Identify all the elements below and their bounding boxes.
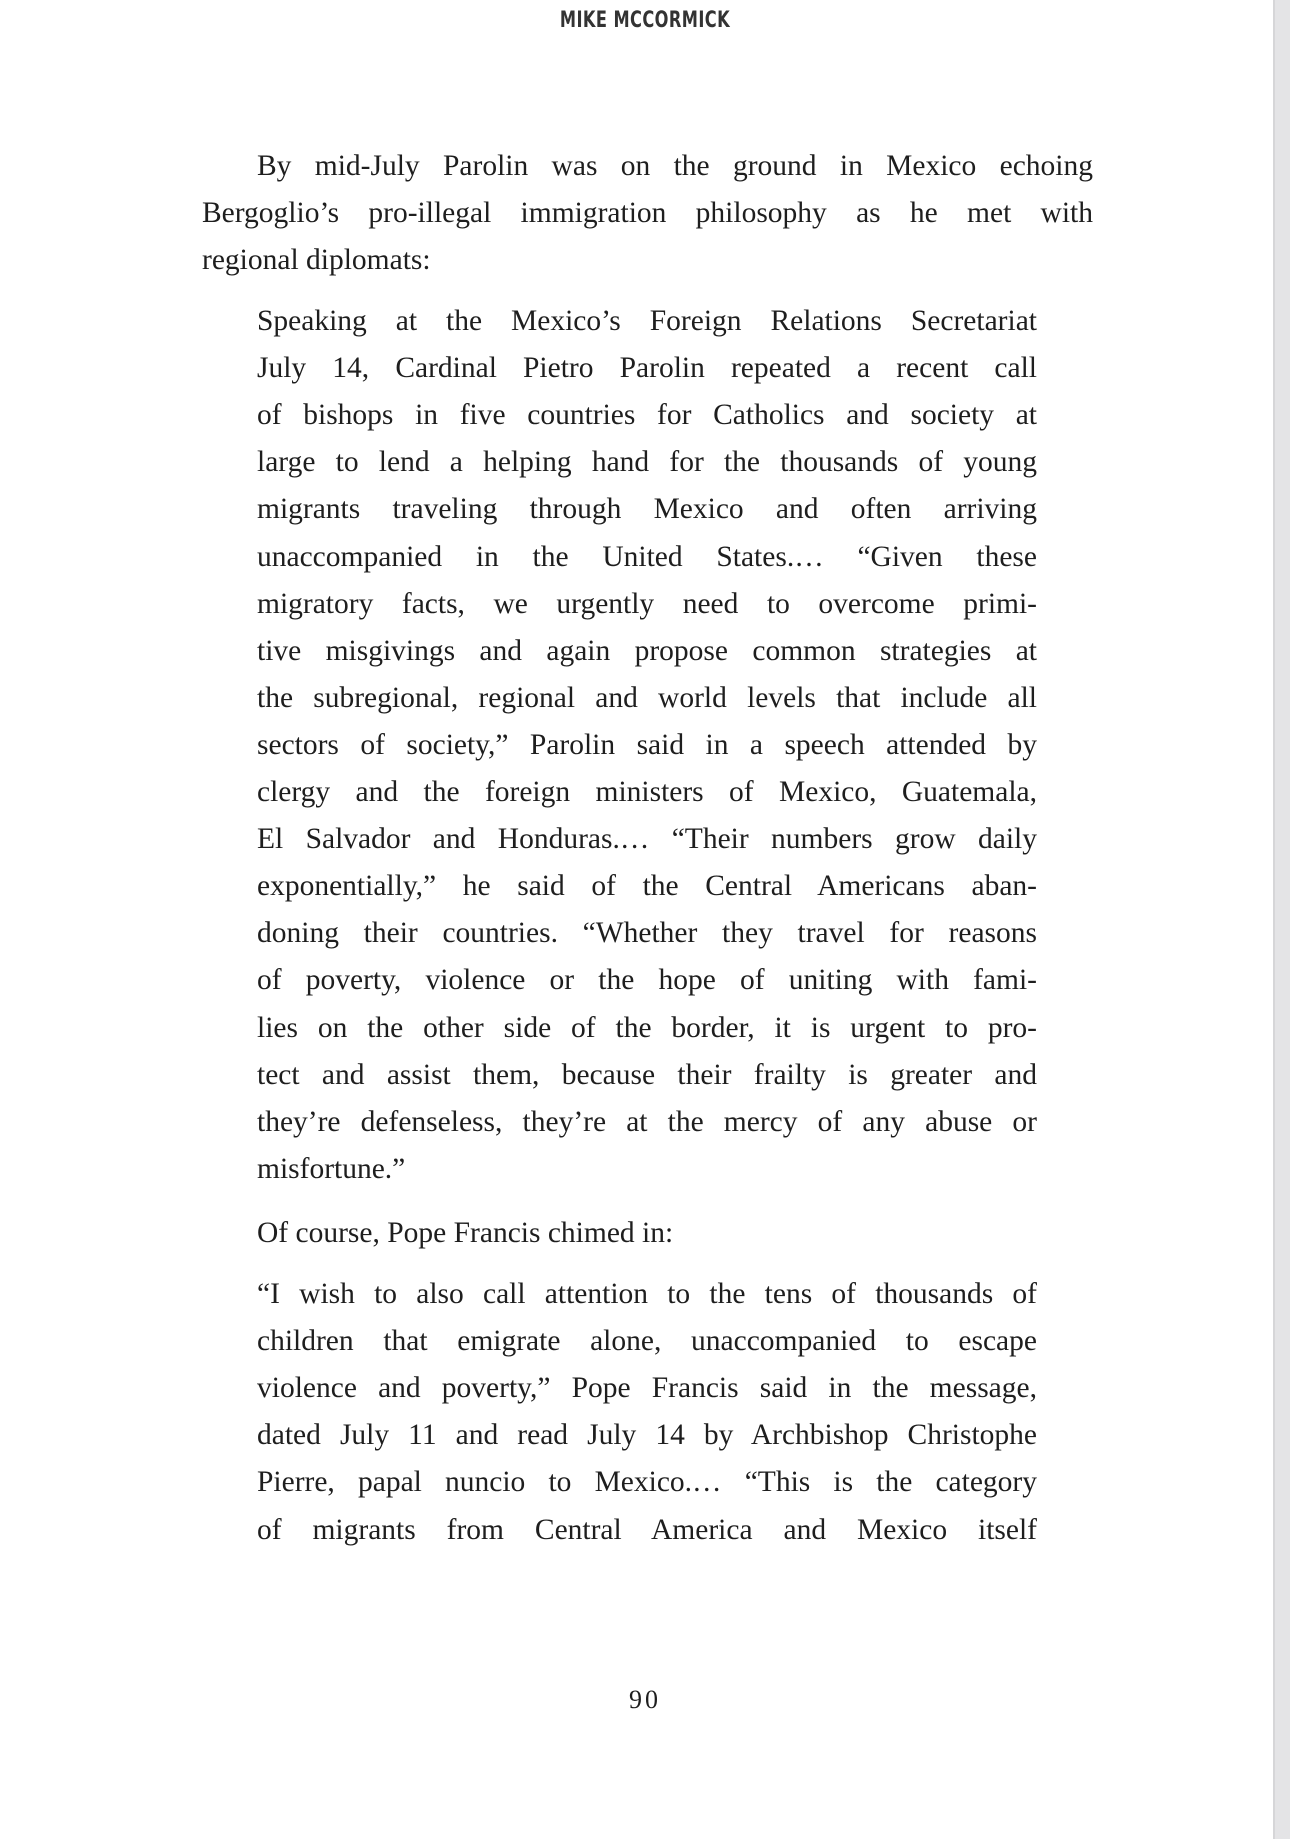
quote-1-line: large to lend a helping hand for the thousands of young <box>257 446 1037 479</box>
quote-2-line: violence and poverty,” Pope Francis said in the message, <box>257 1372 1037 1405</box>
quote-2-line: “I wish to also call attention to the tens of thousands of <box>257 1278 1037 1310</box>
quote-1-line: July 14, Cardinal Pietro Parolin repeated a recent call <box>257 352 1037 385</box>
paragraph-1-line: Bergoglio’s pro-illegal immigration philosophy as he met with <box>202 197 1093 229</box>
quote-1-line: they’re defenseless, they’re at the mercy of any abuse or <box>257 1105 1037 1138</box>
quote-1-line: Speaking at the Mexico’s Foreign Relations Secretariat <box>257 305 1037 337</box>
quote-1-line: lies on the other side of the border, it is urgent to pro- <box>257 1011 1037 1044</box>
quote-2-line: Pierre, papal nuncio to Mexico.… “This is the category <box>257 1466 1037 1499</box>
page-edge <box>1273 0 1290 1839</box>
quote-1-line: tive misgivings and again propose common strategies at <box>257 634 1037 667</box>
page-number: 90 <box>629 1685 661 1714</box>
quote-1-line: exponentially,” he said of the Central Americans aban- <box>257 870 1037 903</box>
quote-2-line: children that emigrate alone, unaccompanied to escape <box>257 1325 1037 1358</box>
quote-2-line: dated July 11 and read July 14 by Archbishop Christophe <box>257 1419 1037 1452</box>
quote-1-line: of bishops in five countries for Catholics and society at <box>257 399 1037 432</box>
quote-1-line: doning their countries. “Whether they travel for reasons <box>257 917 1037 950</box>
quote-1-line: migrants traveling through Mexico and often arriving <box>257 493 1037 526</box>
paragraph-2-line: Of course, Pope Francis chimed in: <box>257 1217 674 1249</box>
paragraph-1-line: By mid-July Parolin was on the ground in Mexico echoing <box>257 150 1093 182</box>
quote-1-line: sectors of society,” Parolin said in a speech attended by <box>257 728 1037 761</box>
quote-1-line: the subregional, regional and world levels that include all <box>257 681 1037 714</box>
paragraph-1-line: regional diplomats: <box>202 244 431 276</box>
quote-1-line: tect and assist them, because their frailty is greater and <box>257 1058 1037 1091</box>
quote-1-line: unaccompanied in the United States.… “Given these <box>257 540 1037 573</box>
quote-1-line: migratory facts, we urgently need to overcome primi- <box>257 587 1037 620</box>
quote-1-line: clergy and the foreign ministers of Mexico, Guatemala, <box>257 776 1037 808</box>
quote-1-line: misfortune.” <box>257 1152 406 1185</box>
quote-1-line: El Salvador and Honduras.… “Their numbers grow daily <box>257 823 1037 856</box>
quote-1-line: of poverty, violence or the hope of uniting with fami- <box>257 964 1037 997</box>
quote-2-line: of migrants from Central America and Mexico itself <box>257 1513 1037 1546</box>
running-header: MIKE MCCORMICK <box>559 8 731 33</box>
